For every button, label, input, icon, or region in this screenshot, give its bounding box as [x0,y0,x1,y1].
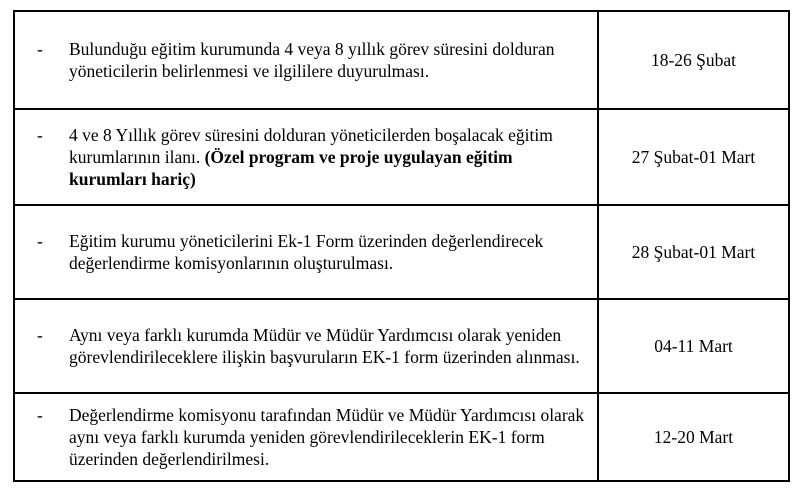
date-cell: 27 Şubat-01 Mart [598,109,789,205]
table-row [14,205,789,299]
task-item [15,324,597,368]
task-item [15,230,597,274]
task-cell [14,11,598,109]
task-cell [14,205,598,299]
date-cell: 04-11 Mart [598,299,789,393]
task-item [15,38,597,82]
task-cell [14,109,598,205]
bullet-dash: - [37,125,43,145]
table-row [14,299,789,393]
task-text: Bulunduğu eğitim kurumunda 4 veya 8 yıllık görev süresini dolduran yöneticilerin belirlenmesi ve ilgililere duyurulması. [69,39,555,81]
bullet-dash: - [37,405,43,425]
date-cell: 12-20 Mart [598,393,789,481]
task-item [15,124,597,190]
task-cell [14,393,598,481]
date-cell: 28 Şubat-01 Mart [598,205,789,299]
task-text-bold: (Özel program ve proje uygulayan eğitim kurumları hariç) [69,147,513,189]
task-text: Aynı veya farklı kurumda Müdür ve Müdür Yardımcısı olarak yeniden görevlendirileceklere ilişkin başvuruların EK-1 form üzerinden alınması. [69,325,580,367]
bullet-dash: - [37,231,43,251]
table-row [14,109,789,205]
table-row [14,393,789,481]
task-text: Eğitim kurumu yöneticilerini Ek-1 Form üzerinden değerlendirecek değerlendirme komisyonlarının oluşturulması. [69,231,544,273]
bullet-dash: - [37,39,43,59]
table-row [14,11,789,109]
bullet-dash: - [37,325,43,345]
task-text: Değerlendirme komisyonu tarafından Müdür ve Müdür Yardımcısı olarak aynı veya farklı kurumda yeniden görevlendirileceklerin EK-1 form üzerinden değerlendirilmesi. [69,405,585,469]
date-cell: 18-26 Şubat [598,11,789,109]
schedule-table [13,10,790,482]
task-item [15,404,597,470]
task-text: 4 ve 8 Yıllık görev süresini dolduran yöneticilerden boşalacak eğitim kurumlarının ilanı. [69,125,553,167]
task-cell [14,299,598,393]
